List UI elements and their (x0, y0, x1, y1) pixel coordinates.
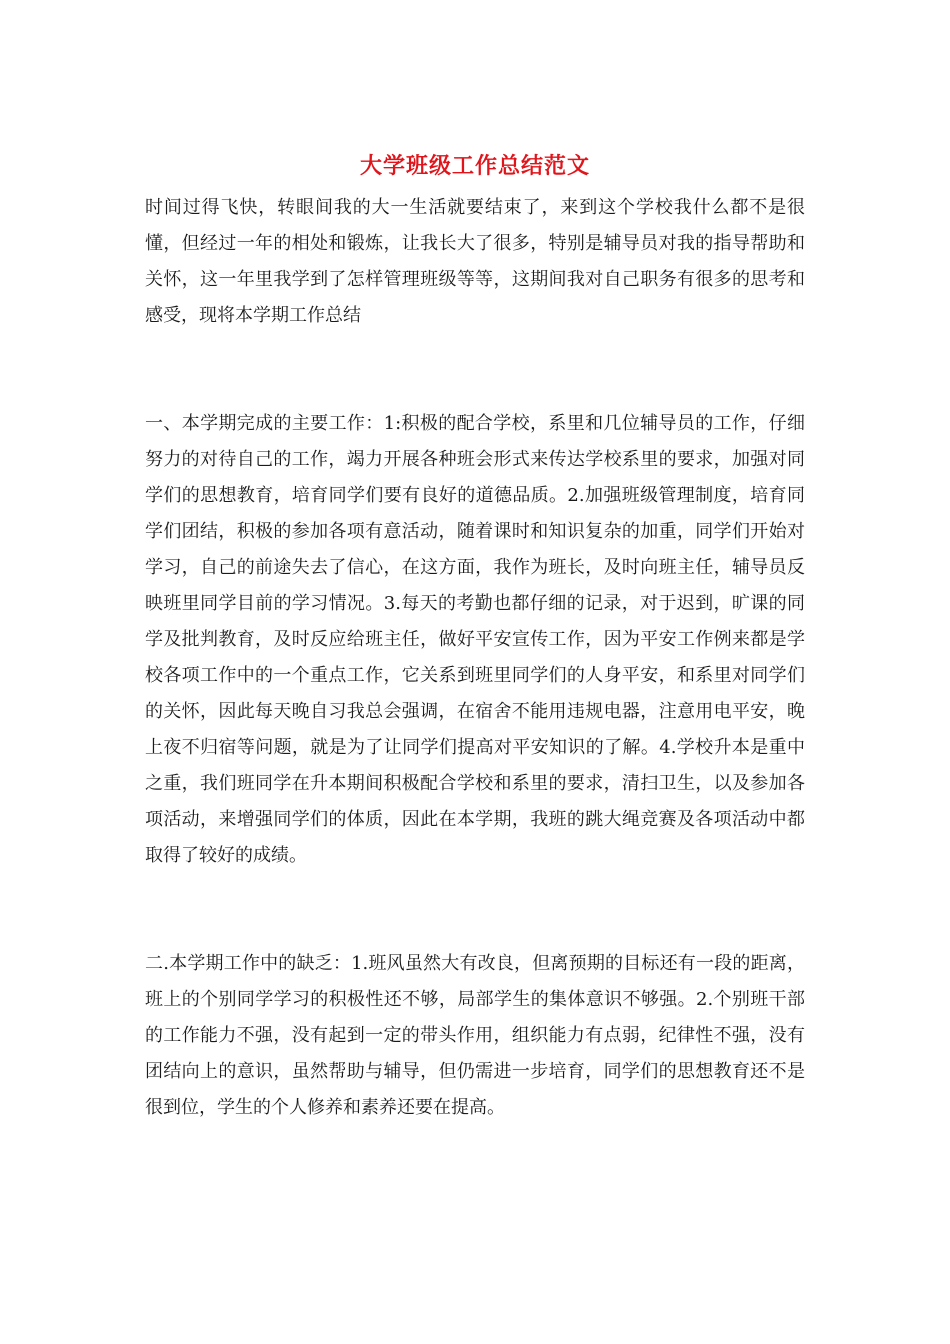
document-title: 大学班级工作总结范文 (359, 153, 590, 179)
intro-paragraph: 时间过得飞快，转眼间我的大一生活就要结束了，来到这个学校我什么都不是很懂，但经过一年的相处和锻炼，让我长大了很多，特别是辅导员对我的指导帮助和关怀，这一年里我学到了怎样管理班级等等，这期间我对自己职务有很多的思考和感受，现将本学期工作总结 (145, 197, 805, 326)
document-page (145, 150, 805, 1126)
completed-work-paragraph: 一、本学期完成的主要工作：1:积极的配合学校，系里和几位辅导员的工作，仔细努力的对待自己的工作，竭力开展各种班会形式来传达学校系里的要求，加强对同学们的思想教育，培育同学们要有良好的道德品质。2.加强班级管理制度，培育同学们团结，积极的参加各项有意活动，随着课时和知识复杂的加重，同学们开始对学习，自己的前途失去了信心，在这方面，我作为班长，及时向班主任，辅导员反映班里同学目前的学习情况。3.每天的考勤也都仔细的记录，对于迟到，旷课的同学及批判教育，及时反应给班主任，做好平安宣传工作，因为平安工作例来都是学校各项工作中的一个重点工作，它关系到班里同学们的人身平安，和系里对同学们的关怀，因此每天晚自习我总会强调，在宿舍不能用违规电器，注意用电平安，晚上夜不归宿等问题，就是为了让同学们提高对平安知识的了解。4.学校升本是重中之重，我们班同学在升本期间积极配合学校和系里的要求，清扫卫生，以及参加各项活动，来增强同学们的体质，因此在本学期，我班的跳大绳竞赛及各项活动中都取得了较好的成绩。 (145, 413, 805, 866)
shortcomings-paragraph: 二.本学期工作中的缺乏：1.班风虽然大有改良，但离预期的目标还有一段的距离，班上的个别同学学习的积极性还不够，局部学生的集体意识不够强。2.个别班干部的工作能力不强，没有起到一定的带头作用，组织能力有点弱，纪律性不强，没有团结向上的意识，虽然帮助与辅导，但仍需进一步培育，同学们的思想教育还不是很到位，学生的个人修养和素养还要在提高。 (145, 953, 805, 1118)
